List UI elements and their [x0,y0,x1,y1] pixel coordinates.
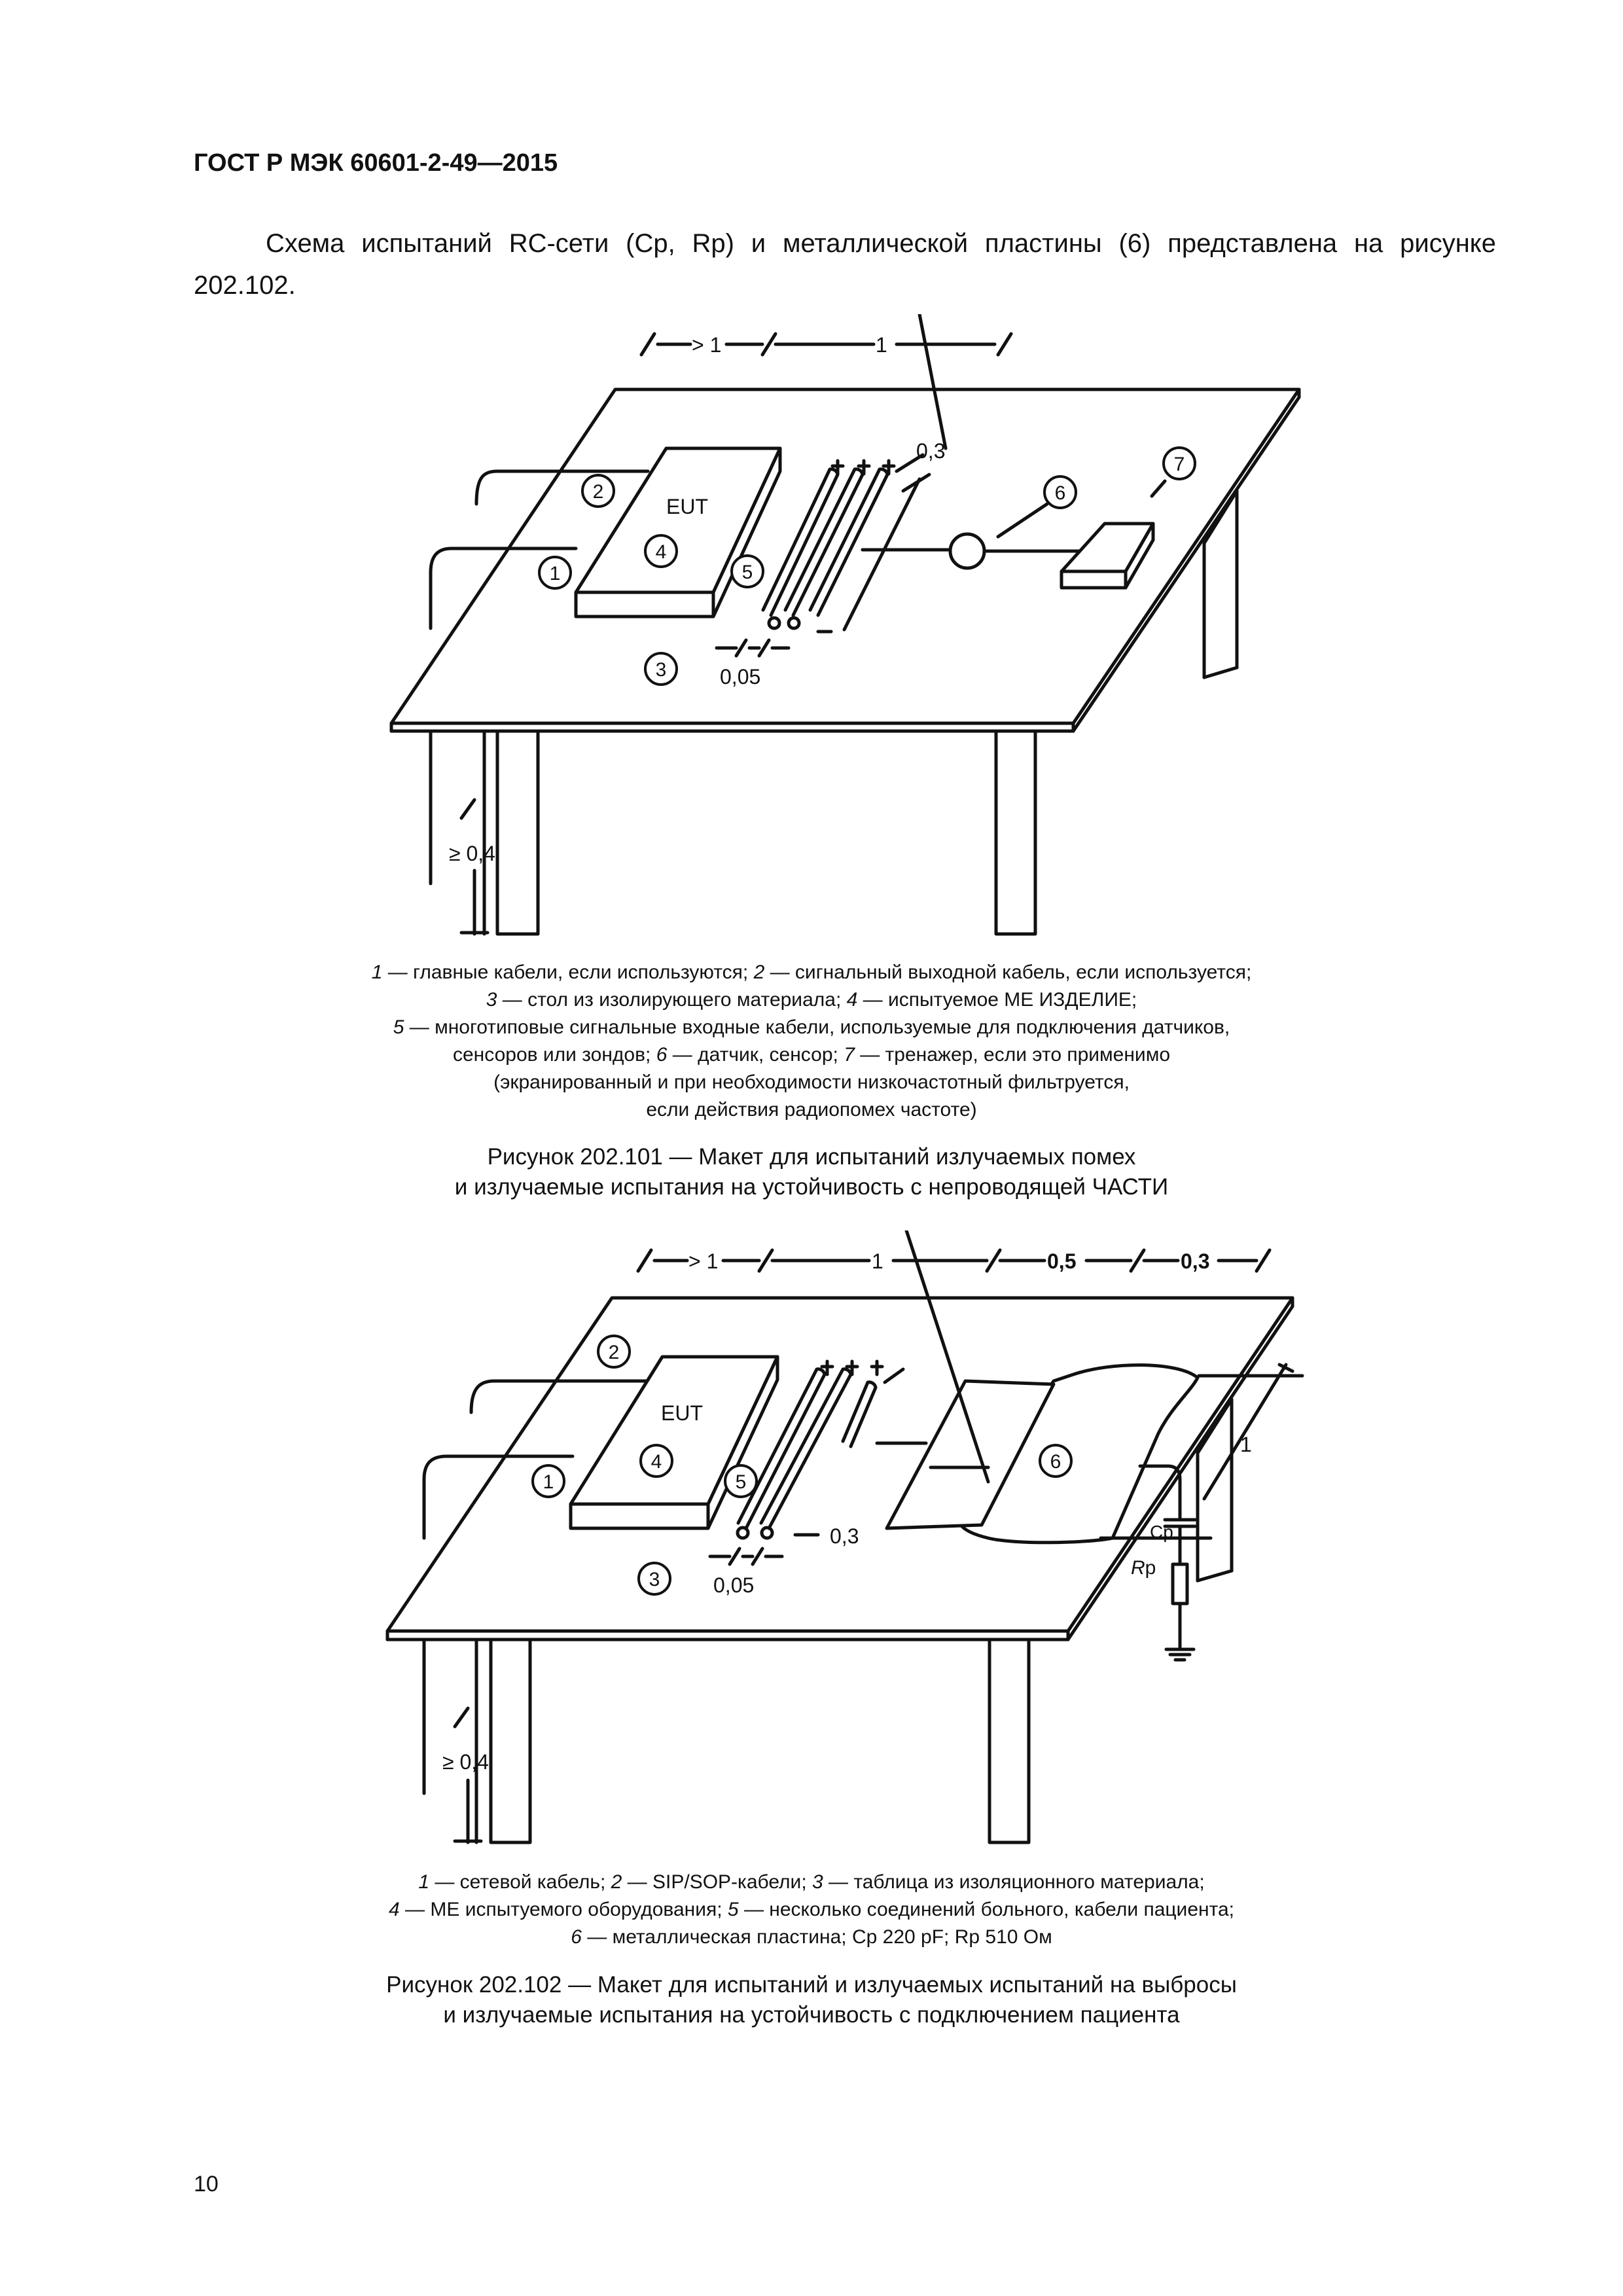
dim-gt1: > 1 [688,1249,719,1273]
legend-line [0,1924,1623,1951]
marker-3-label: 3 [655,659,667,681]
top-dimension [638,1250,1270,1271]
marker-5-label: 5 [735,1471,747,1493]
legend-num: 2 [753,961,765,983]
legend-num: 2 [611,1871,622,1893]
dim-gt1: > 1 [692,333,722,357]
legend-num: 3 [486,989,497,1011]
figure-1-legend [0,959,1623,1124]
dim-height: ≥ 0,4 [442,1750,489,1774]
marker-7-label: 7 [1173,454,1185,475]
dim-03-top: 0,3 [1181,1249,1210,1273]
legend-num: 4 [389,1899,400,1920]
legend-line [0,1069,1623,1096]
marker-5-label: 5 [741,562,753,583]
height-dimension [424,1640,481,1842]
legend-num: 4 [846,989,858,1011]
figure-2-title-line2: и излучаемые испытания на устойчивость с подключением пациента [443,2002,1180,2028]
intro-paragraph: Схема испытаний RC-сети (Cp, Rp) и металлической пластины (6) представлена на рисунке 202.102. [194,229,1496,300]
marker-1-label: 1 [549,563,561,584]
legend-text: — несколько соединений больного, кабели пациента; [738,1899,1234,1920]
legend-text: — тренажер, если это применимо [854,1044,1170,1066]
figure-1-title-line2: и излучаемые испытания на устойчивость с непроводящей ЧАСТИ [454,1174,1169,1200]
figure-1-title [0,1142,1623,1202]
legend-line [0,1869,1623,1896]
dim-side-1: 1 [1240,1433,1252,1456]
rp-label-p: p [1145,1557,1156,1579]
legend-text: — датчик, сенсор; [667,1044,844,1066]
legend-text: — металлическая пластина; Cp 220 pF; Rp 510 Ом [581,1926,1052,1948]
figure-2-title [0,1970,1623,2030]
dim-1: 1 [876,333,887,357]
legend-line [0,1896,1623,1924]
figure-202-102 [0,1230,1623,1872]
dim-005-label: 0,05 [720,665,761,689]
dim-005-label: 0,05 [713,1573,755,1597]
legend-num: 1 [418,1871,430,1893]
table-top [387,1298,1293,1640]
legend-text: — сетевой кабель; [429,1871,611,1893]
cp-label: Cp [1150,1522,1173,1542]
marker-6-label: 6 [1054,482,1066,504]
marker-4-label: 4 [655,541,667,563]
marker-1-label: 1 [543,1471,554,1493]
legend-text: — стол из изолирующего материала; [497,989,847,1011]
rp-label-r: R [1131,1557,1145,1579]
figure-1-drawing [0,314,1623,969]
marker-6-label: 6 [1050,1451,1061,1473]
dim-03: 0,3 [830,1524,859,1548]
marker-3-label: 3 [649,1569,660,1590]
legend-line [0,986,1623,1014]
legend-text: — сигнальный выходной кабель, если используется; [764,961,1252,983]
height-dimension [431,731,488,934]
legend-text: — главные кабели, если используются; [382,961,754,983]
figure-2-title-line1: Рисунок 202.102 — Макет для испытаний и излучаемых испытаний на выбросы [386,1972,1237,1998]
dim-1: 1 [872,1249,883,1273]
legend-num: 5 [727,1899,739,1920]
figure-2-drawing [0,1230,1623,1872]
legend-num: 3 [812,1871,823,1893]
legend-text: — испытуемое МЕ ИЗДЕЛИЕ; [857,989,1137,1011]
eut-label: EUT [661,1401,703,1425]
marker-4-label: 4 [651,1451,662,1473]
rp-label [1131,1557,1156,1579]
legend-line [0,1041,1623,1069]
dim-03: 0,3 [916,439,946,463]
standard-header: ГОСТ Р МЭК 60601-2-49—2015 [194,149,558,177]
legend-num: 1 [371,961,383,983]
marker-2-label: 2 [608,1342,620,1363]
dim-height: ≥ 0,4 [449,842,495,865]
legend-line [0,959,1623,986]
legend-num: 6 [656,1044,668,1066]
legend-num: 7 [844,1044,855,1066]
legend-text: — МЕ испытуемого оборудования; [399,1899,728,1920]
dim-05: 0,5 [1047,1249,1077,1273]
legend-text: — таблица из изоляционного материала; [823,1871,1205,1893]
eut-label: EUT [666,495,708,518]
legend-line [0,1096,1623,1124]
legend-text: (экранированный и при необходимости низкочастотный фильтруется, [493,1071,1130,1093]
figure-202-101 [0,314,1623,969]
legend-line [0,1014,1623,1041]
figure-2-legend [0,1869,1623,1951]
marker-2-label: 2 [592,481,604,503]
legend-num: 5 [393,1016,404,1038]
page-number: 10 [194,2172,219,2197]
legend-text: — многотиповые сигнальные входные кабели, используемые для подключения датчиков, [404,1016,1230,1038]
figure-1-title-line1: Рисунок 202.101 — Макет для испытаний излучаемых помех [487,1144,1136,1170]
legend-text: сенсоров или зондов; [452,1044,656,1066]
legend-num: 6 [571,1926,582,1948]
legend-text: — SIP/SOP-кабели; [622,1871,812,1893]
legend-text: если действия радиопомех частоте) [646,1099,977,1121]
